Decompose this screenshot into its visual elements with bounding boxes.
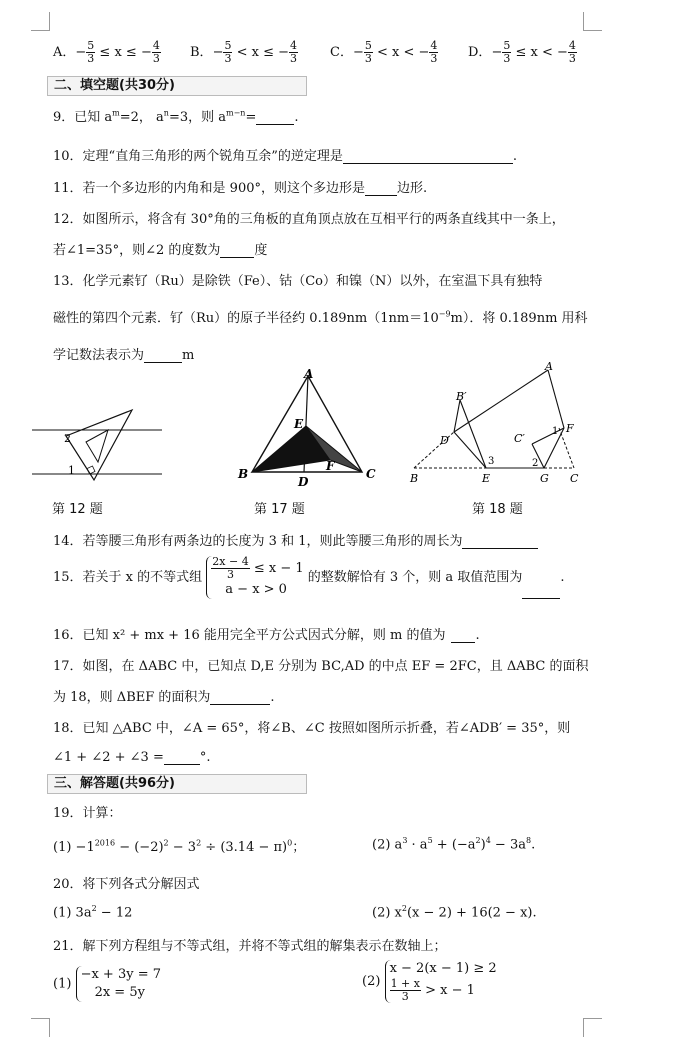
point-label-a: A (304, 368, 314, 381)
point-label-g: G (540, 472, 549, 485)
question-20-part1: (1) $3a^2 - 12$ (53, 904, 133, 921)
angle-label-2: 2 (532, 458, 539, 469)
choice-c: C．− $\frac{5}{3}$ < x < − $\frac{4}{3}$ (330, 39, 438, 65)
answer-blank[interactable] (365, 180, 397, 196)
figure-12 (28, 370, 168, 490)
question-12-line1: 12．如图所示，将含有 30°角的三角板的直角顶点放在互相平行的两条直线其中一条上， (53, 212, 565, 227)
question-15: 15．若关于 x 的不等式组 $\frac{2x - 4}{3}$ ≤ x − 1 a − x > 0 的整数解恰有 3 个，则 a 取值范围为 . (53, 555, 565, 597)
question-21-title: 21．解下列方程组与不等式组，并将不等式组的解集表示在数轴上； (53, 939, 447, 954)
question-10: 10．定理“直角三角形的两个锐角互余”的逆定理是 . (53, 149, 517, 164)
point-label-c: C (366, 467, 376, 481)
point-label-d: D (440, 434, 449, 447)
point-label-d: D (298, 475, 309, 489)
point-label-f: F (566, 422, 574, 435)
inequality-system: x − 2(x − 1) ≥ 2 $\frac{1 + x}{3}$ > x − 1 (385, 960, 497, 1003)
point-label-b-prime: B′ (456, 390, 467, 403)
point-label-a: A (545, 360, 553, 373)
question-17-line1: 17．如图，在 ΔABC 中，已知点 D,E 分别为 BC,AD 的中点 EF = 2FC，且 ΔABC 的面积 (53, 659, 589, 674)
corner-mark-top-left (31, 12, 50, 31)
question-13-line1: 13．化学元素钌（Ru）是除铁（Fe）、钴（Co）和镍（N）以外，在室温下具有独特 (53, 274, 543, 289)
figure-18 (404, 360, 594, 486)
question-19-part2: (2) $a^3 \cdot a^5 + (-a^2)^4 - 3a^8$. (372, 836, 536, 853)
corner-mark-bottom-right (583, 1018, 602, 1037)
question-20-part2: (2) $x^2(x - 2) + 16(2 - x)$. (372, 904, 537, 921)
segment-af (548, 370, 564, 428)
angle-label-1: 1 (68, 464, 75, 477)
choice-b: B．− $\frac{5}{3}$ < x ≤ − $\frac{4}{3}$ (190, 39, 298, 65)
question-20-title: 20．将下列各式分解因式 (53, 877, 200, 892)
question-14: 14．若等腰三角形有两条边的长度为 3 和 1，则此等腰三角形的周长为 (53, 530, 538, 549)
question-16: 16．已知 x² + mx + 16 能用完全平方公式因式分解，则 m 的值为 . (53, 628, 480, 643)
segment-db-prime (454, 400, 460, 432)
point-label-e: E (294, 417, 304, 431)
question-19-part1: $(1) -1^{2016} - (-2)^2 - 3^2 \div (3.14 - \pi)^0$； (53, 838, 306, 855)
question-21-part1: (1) −x + 3y = 7 2x = 5y (53, 967, 161, 1000)
section-heading-answers: 三、解答题(共96分) (47, 774, 307, 794)
question-12-line2: 若∠1=35°，则∠2 的度数为 度 (53, 243, 268, 258)
question-9: 9．已知 $a^m=2$， $a^n=3$，则 $a^{m-n}=$ . (53, 108, 299, 125)
angle-label-3: 3 (488, 456, 495, 467)
answer-blank[interactable] (451, 627, 475, 643)
corner-mark-bottom-left (31, 1018, 50, 1037)
section-heading-fill-in: 二、填空题(共30分) (47, 76, 307, 96)
question-18-line1: 18．已知 △ABC 中，∠A = 65°，将∠B、∠C 按照如图所示折叠，若∠ADB′ = 35°，则 (53, 721, 571, 736)
point-label-b: B (410, 472, 419, 485)
equation-system: −x + 3y = 7 2x = 5y (76, 966, 161, 1002)
answer-blank[interactable] (522, 583, 560, 599)
set-square-inner (86, 430, 108, 462)
choice-d: D．− $\frac{5}{3}$ ≤ x < − $\frac{4}{3}$ (468, 39, 576, 65)
angle-label-1: 1 (552, 426, 559, 437)
question-18-line2: ∠1 + ∠2 + ∠3 = °. (53, 750, 211, 765)
question-13-line2: 磁性的第四个元素．钌（Ru）的原子半径约 $0.189nm(1nm=10^{-9}m)$．将 0.189nm 用科 (53, 309, 588, 326)
figure-12-caption: 第 12 题 (52, 502, 103, 517)
answer-blank[interactable] (164, 749, 200, 765)
question-21-part2: (2) x − 2(x − 1) ≥ 2 $\frac{1 + x}{3}$ > x − 1 (362, 961, 497, 1003)
question-11: 11．若一个多边形的内角和是 900°，则这个多边形是 边形. (53, 181, 428, 196)
point-label-f: F (326, 459, 335, 473)
answer-blank[interactable] (462, 533, 538, 549)
figure-18-caption: 第 18 题 (472, 502, 523, 517)
shaded-bef (252, 426, 330, 472)
question-13-line3: 学记数法表示为 m (53, 348, 195, 363)
angle-label-2: 2 (64, 432, 71, 445)
point-label-c-prime: C′ (514, 432, 525, 445)
point-label-e: E (482, 472, 491, 485)
answer-blank[interactable] (144, 347, 182, 363)
corner-mark-top-right (583, 12, 602, 31)
set-square-outer (66, 410, 132, 480)
inequality-system: $\frac{2x - 4}{3}$ ≤ x − 1 a − x > 0 (206, 556, 303, 599)
figure-17-caption: 第 17 题 (254, 502, 305, 517)
answer-blank[interactable] (256, 109, 294, 125)
choice-a: A．− $\frac{5}{3}$ ≤ x ≤ − $\frac{4}{3}$ (53, 39, 160, 65)
segment-de (454, 432, 486, 468)
question-17-line2: 为 18，则 ΔBEF 的面积为 . (53, 690, 275, 705)
point-label-c: C (570, 472, 579, 485)
segment-b-prime-e (460, 400, 486, 468)
answer-blank[interactable] (220, 242, 254, 258)
answer-blank[interactable] (343, 148, 513, 164)
segment-c-prime-f (532, 428, 564, 444)
point-label-b: B (238, 467, 249, 481)
answer-blank[interactable] (210, 689, 270, 705)
figure-17 (230, 368, 380, 490)
question-19-title: 19．计算： (53, 806, 122, 821)
